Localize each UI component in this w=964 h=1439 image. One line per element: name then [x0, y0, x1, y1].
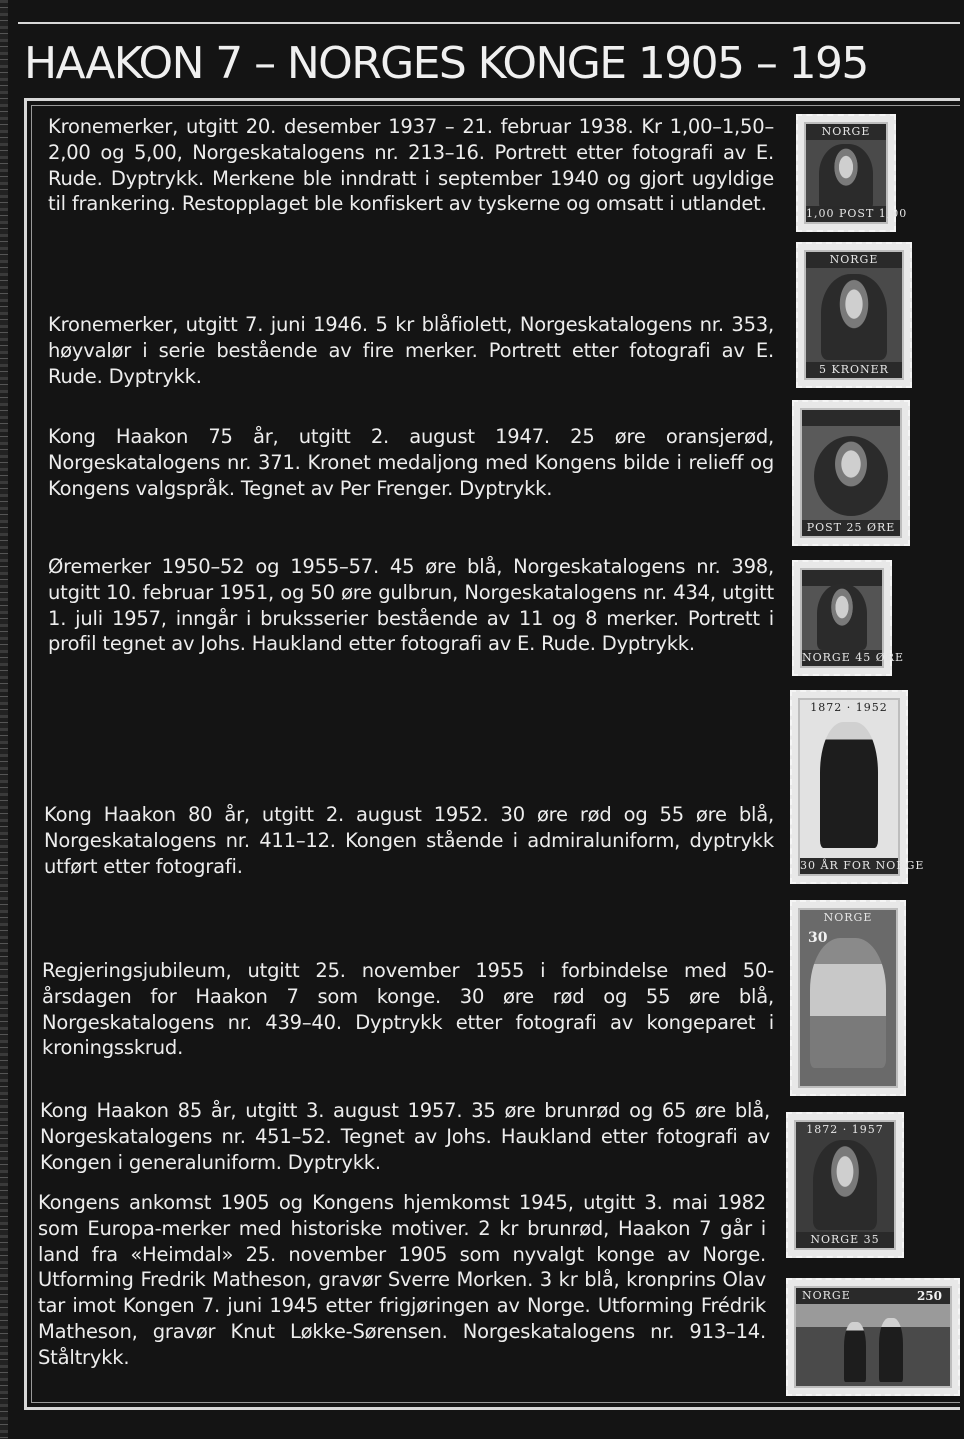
paragraph-europa-1982: Kongens ankomst 1905 og Kongens hjemkomst 1945, utgitt 3. mai 1982 som Europa-merker med historiske motiver. 2 kr brunrød, Haakon 7 går i land fra «Heimdal» 25. november 1905 som nyvalgt konge av Norge. Utforming Fredrik Matheson, gravør Sverre Morken. 3 kr blå, kronprins Olav tar imot Kongen 7. juni 1945 etter frigjøringen av Norge. Utforming Frédrik Matheson, gravør Knut Løkke-Sørensen. Norgeskatalogens nr. 913–14. Ståltrykk.	[38, 1191, 766, 1369]
stamp-top-text: NORGE	[800, 910, 896, 926]
stamp-value-text: 250	[916, 1289, 942, 1303]
stamp-bottom-text: 5 KRONER	[806, 362, 902, 378]
stamp-top-text	[802, 410, 900, 426]
stamp-1982-europa	[786, 1278, 960, 1396]
stamp-standing-figure-icon	[820, 722, 878, 848]
stamp-top-text: NORGE	[806, 124, 886, 140]
stamp-bottom-text: 30 ÅR FOR NORGE	[800, 859, 925, 872]
stamp-top-text: NORGE	[796, 1288, 950, 1304]
paragraph-haakon-80: Kong Haakon 80 år, utgitt 2. august 1952. 30 øre rød og 55 øre blå, Norgeskatalogens nr. 411–12. Kongen stående i admiraluniform, dyptrykk utført etter fotografi.	[44, 803, 774, 878]
paragraph-haakon-85: Kong Haakon 85 år, utgitt 3. august 1957. 35 øre brunrød og 65 øre blå, Norgeskatalogens nr. 451–52. Tegnet av Johs. Haukland etter fotografi av Kongen i generaluniform. Dyptrykk.	[40, 1099, 770, 1174]
paragraph-kronemerker-1937: Kronemerker, utgitt 20. desember 1937 – 21. februar 1938. Kr 1,00–1,50–2,00 og 5,00, Norgeskatalogens nr. 213–16. Portrett etter fotografi av E. Rude. Dyptrykk. Merkene ble inndratt i september 1940 og gjort ugyldige til frankering. Restopplaget ble konfiskert av tyskerne og omsatt i utlandet.	[48, 115, 774, 216]
stamp-bottom-text: 1,00 POST 1,00	[806, 207, 908, 220]
stamp-figure-icon	[844, 1322, 866, 1382]
stamp-royal-couple-icon	[810, 938, 886, 1068]
stamp-1952-admiral	[790, 690, 925, 884]
stamp-medallion-icon	[814, 436, 888, 516]
stamp-portrait-icon	[819, 144, 873, 210]
stamp-bottom-text: NORGE 35	[796, 1232, 894, 1248]
stamp-figure-icon	[879, 1318, 903, 1382]
stamp-bottom-text: POST 25 ØRE	[802, 520, 900, 536]
stamp-bottom-text: NORGE 45 ØRE	[802, 651, 905, 664]
stamp-top-text: NORGE	[806, 252, 902, 268]
stamp-1947-medaljong	[792, 400, 910, 546]
stamp-portrait-icon	[813, 1140, 877, 1230]
page-edge-strip	[0, 0, 8, 1439]
stamp-1955-jubileum	[790, 900, 906, 1096]
paragraph-kronemerker-1946: Kronemerker, utgitt 7. juni 1946. 5 kr blåfiolett, Norgeskatalogens nr. 353, høyvalør i serie bestående av fire merker. Portrett etter fotografi av E. Rude. Dyptrykk.	[48, 313, 774, 388]
paragraph-regjeringsjubileum: Regjeringsjubileum, utgitt 25. november 1955 i forbindelse med 50-årsdagen for Haakon 7 som konge. 30 øre rød og 55 øre blå, Norgeskatalogens nr. 439–40. Dyptrykk etter fotografi av kongeparet i kroningsskrud.	[42, 959, 774, 1060]
stamp-profile-portrait-icon	[817, 584, 867, 650]
stamp-value-text: 30	[808, 930, 828, 946]
header-rule	[18, 22, 960, 24]
page-title: HAAKON 7 – NORGES KONGE 1905 – 195	[24, 38, 868, 89]
stamp-top-text: 1872 · 1952	[800, 700, 898, 716]
stamp-1946-kronemerke	[796, 242, 912, 388]
paragraph-haakon-75: Kong Haakon 75 år, utgitt 2. august 1947. 25 øre oransjerød, Norgeskatalogens nr. 371. Kronet medaljong med Kongens bilde i relieff og Kongens valgspråk. Tegnet av Per Frenger. Dyptrykk.	[48, 425, 774, 500]
stamp-top-text: 1872 · 1957	[796, 1122, 894, 1138]
paragraph-oremerker: Øremerker 1950–52 og 1955–57. 45 øre blå, Norgeskatalogens nr. 398, utgitt 10. februar 1951, og 50 øre gulbrun, Norgeskatalogens nr. 434, utgitt 1. juli 1957, inngår i bruksserier bestående av 11 og 8 merker. Portrett i profil tegnet av Johs. Haukland etter fotografi av E. Rude. Dyptrykk.	[48, 555, 774, 656]
stamp-1937-kronemerke	[796, 114, 908, 232]
stamp-1950-oremerke	[792, 560, 905, 676]
stamp-portrait-icon	[821, 274, 887, 360]
stamp-1957-general	[786, 1112, 904, 1258]
